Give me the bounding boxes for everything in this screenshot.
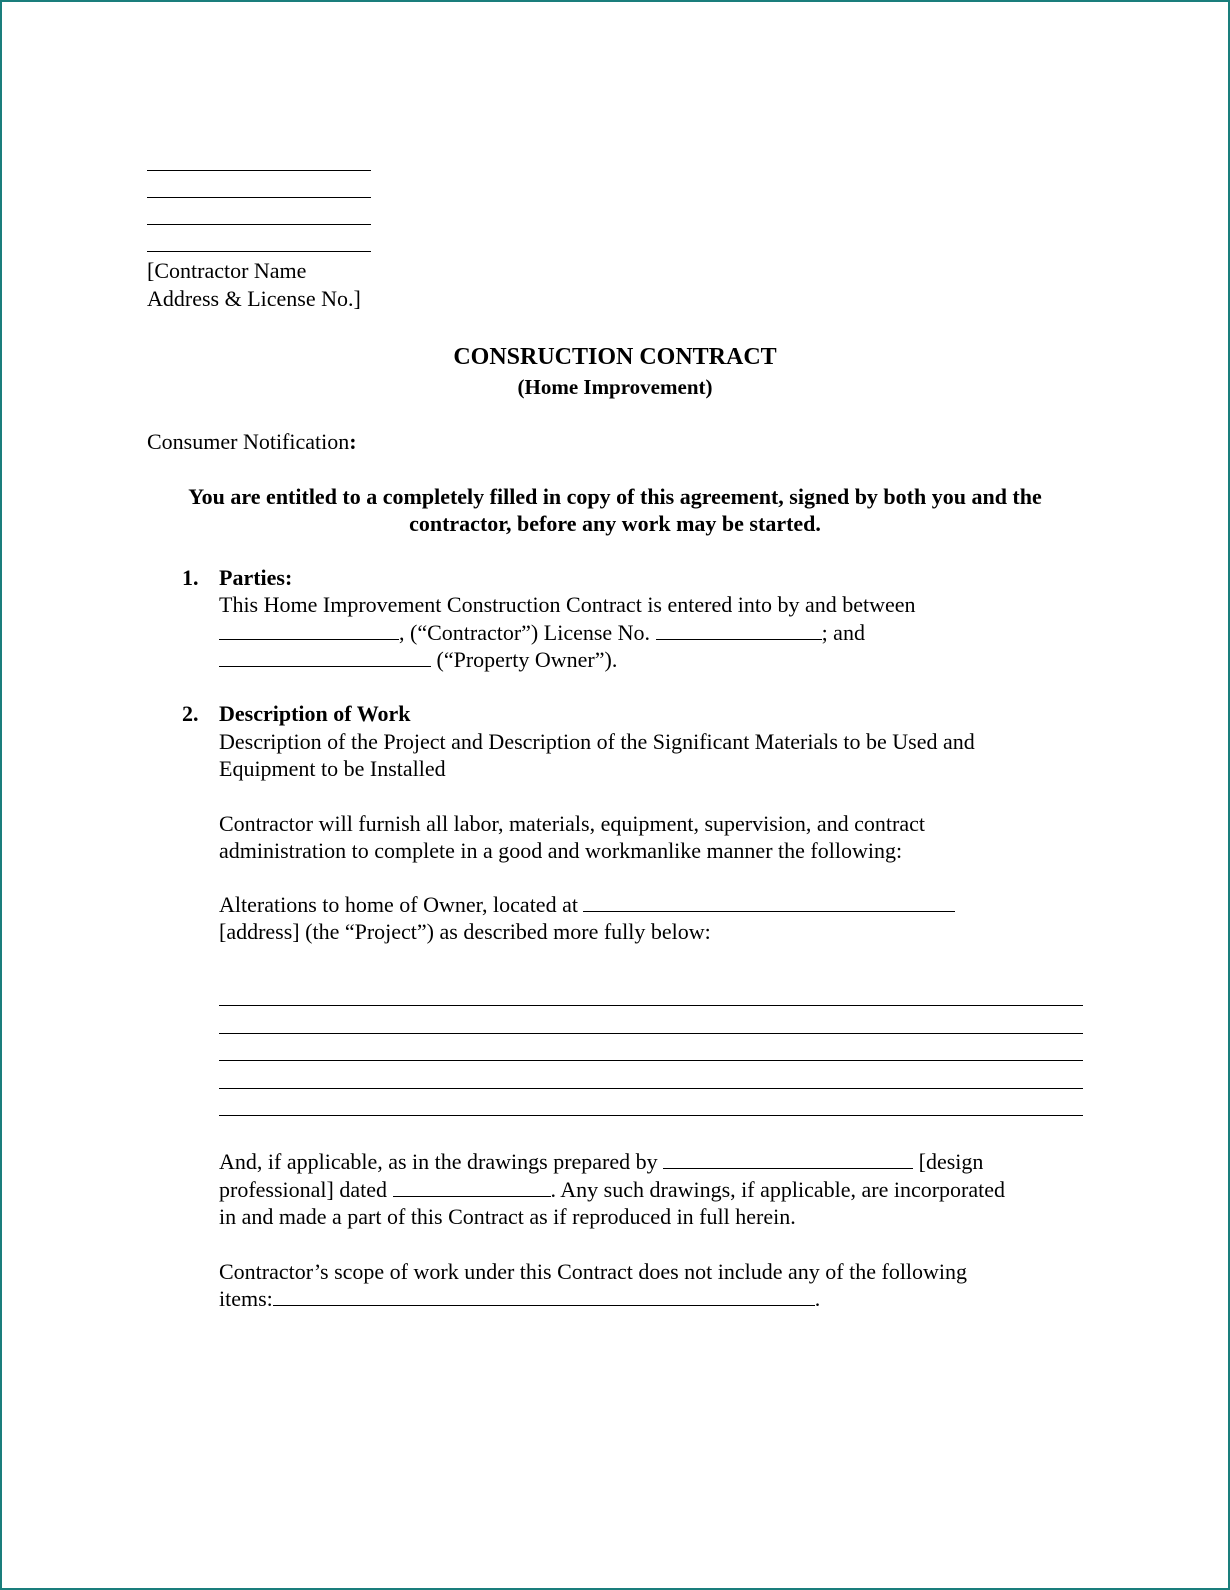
- project-description-line[interactable]: [219, 1088, 1083, 1089]
- project-description-line[interactable]: [219, 1005, 1083, 1006]
- parties-contractor-text: , (“Contractor”) License No.: [399, 620, 651, 645]
- property-owner-blank[interactable]: [219, 648, 431, 667]
- project-description-line[interactable]: [219, 1033, 1083, 1034]
- contractor-blank-line: [147, 170, 371, 171]
- excluded-items-blank[interactable]: [273, 1287, 815, 1306]
- section-1-heading: Parties:: [219, 565, 293, 590]
- section-1-number: 1.: [182, 565, 199, 590]
- incorporated-text: . Any such drawings, if applicable, are incorporated: [550, 1177, 1006, 1202]
- parties-line-2: [219, 619, 865, 647]
- parties-line-3: [219, 646, 617, 674]
- project-address-blank[interactable]: [583, 893, 955, 912]
- section-2-heading: Description of Work: [219, 701, 411, 726]
- design-professional-blank[interactable]: [663, 1150, 913, 1169]
- furnish-line-1: Contractor will furnish all labor, materials, equipment, supervision, and contract: [219, 811, 925, 836]
- items-text: items:: [219, 1286, 273, 1311]
- alterations-text: Alterations to home of Owner, located at: [219, 892, 578, 917]
- alterations-line-1: [219, 891, 955, 919]
- document-subtitle: (Home Improvement): [517, 375, 713, 399]
- project-description-line[interactable]: [219, 1115, 1083, 1116]
- parties-line-1: This Home Improvement Construction Contract is entered into by and between: [219, 592, 916, 617]
- notice-line-1: You are entitled to a completely filled in copy of this agreement, signed by both you and the: [188, 484, 1042, 509]
- consumer-notification-label: [147, 428, 357, 456]
- contractor-name-label: [Contractor Name: [147, 258, 307, 283]
- contractor-blank-line: [147, 224, 371, 225]
- project-description-line[interactable]: [219, 1060, 1083, 1061]
- drawings-line-3: in and made a part of this Contract as if reproduced in full herein.: [219, 1204, 796, 1229]
- description-line-2: Equipment to be Installed: [219, 756, 446, 781]
- scope-line-1: Contractor’s scope of work under this Contract does not include any of the following: [219, 1259, 968, 1284]
- scope-line-2: [219, 1285, 820, 1313]
- parties-and-text: ; and: [821, 620, 865, 645]
- contractor-blank-line: [147, 197, 371, 198]
- professional-dated-text: professional] dated: [219, 1177, 387, 1202]
- contractor-name-blank[interactable]: [219, 621, 399, 640]
- alterations-line-2: [address] (the “Project”) as described more fully below:: [219, 919, 711, 944]
- contractor-address-label: Address & License No.]: [147, 286, 361, 311]
- items-period: .: [814, 1286, 821, 1311]
- drawings-prepared-text: And, if applicable, as in the drawings prepared by: [219, 1149, 658, 1174]
- license-number-blank[interactable]: [656, 621, 822, 640]
- consumer-notification-colon: :: [349, 429, 357, 454]
- drawings-line-1: [219, 1148, 983, 1176]
- furnish-line-2: administration to complete in a good and workmanlike manner the following:: [219, 838, 903, 863]
- design-text: [design: [918, 1149, 984, 1174]
- drawings-line-2: [219, 1176, 1005, 1204]
- notice-line-2: contractor, before any work may be started.: [409, 511, 821, 536]
- drawings-date-blank[interactable]: [393, 1178, 551, 1197]
- description-line-1: Description of the Project and Description of the Significant Materials to be Used and: [219, 729, 975, 754]
- contractor-blank-line: [147, 251, 371, 252]
- property-owner-text: (“Property Owner”).: [436, 647, 618, 672]
- section-2-number: 2.: [182, 701, 199, 726]
- document-title: CONSRUCTION CONTRACT: [453, 344, 777, 370]
- consumer-notification-text: Consumer Notification: [147, 429, 350, 454]
